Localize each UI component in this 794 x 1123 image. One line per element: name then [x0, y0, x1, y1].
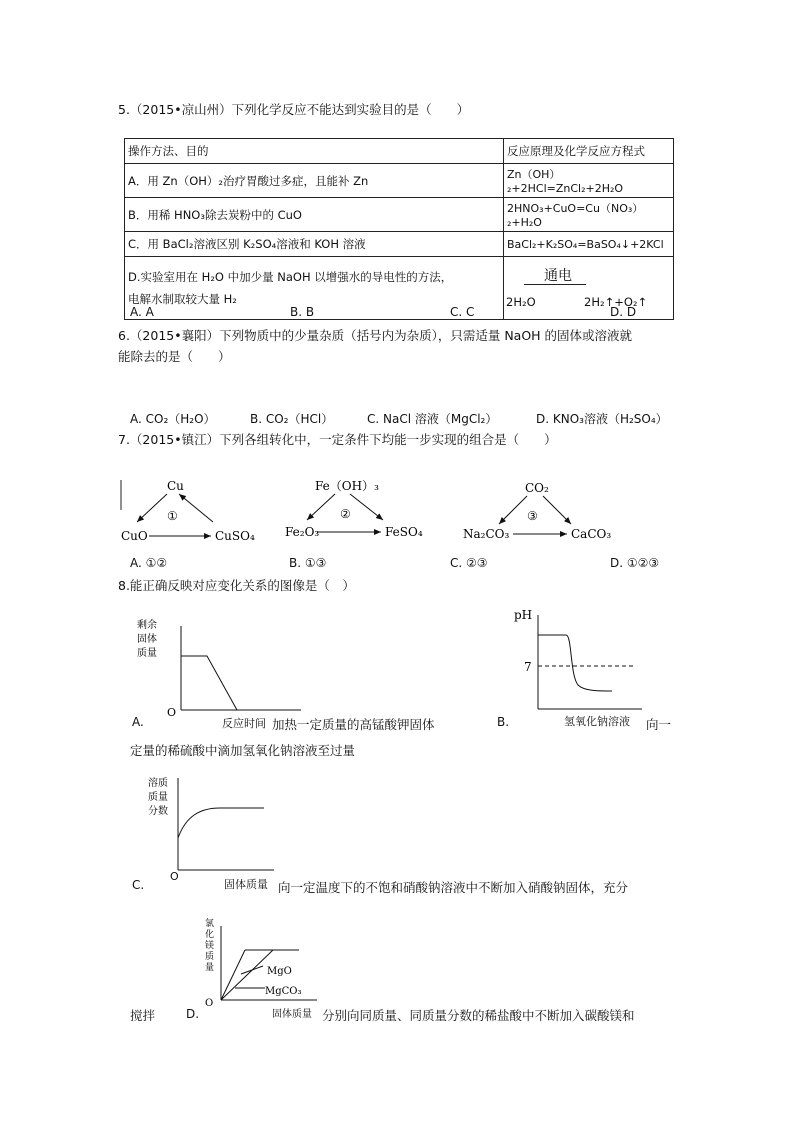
table-row — [125, 232, 674, 257]
graph-b-ylabel: pH — [514, 608, 533, 622]
label-a: A. — [132, 715, 144, 729]
graph-c-ylabel: 溶质 — [148, 778, 168, 789]
graph-d-ylabel: 镁 — [205, 941, 215, 951]
graph-a-ylabel: 剩余 — [137, 620, 157, 631]
graph-a-ylabel: 质量 — [137, 648, 157, 659]
text-d-pre: 搅拌 — [130, 1008, 156, 1023]
d2-arrow-top-right — [350, 494, 383, 520]
row-d-text-1: D.实验室用在 H₂O 中加少量 NaOH 以增强水的导电性的方法， — [128, 270, 453, 284]
q6-stem-line2: 能除去的是（ ） — [118, 349, 231, 364]
q5-table — [124, 138, 674, 320]
table-row — [125, 257, 674, 320]
q5-stem: 5.（2015•凉山州）下列化学反应不能达到实验目的是（ ） — [118, 102, 470, 117]
graph-c-ylabel: 分数 — [148, 806, 168, 817]
table-row — [125, 164, 674, 198]
graph-c-ylabel: 质量 — [148, 792, 168, 803]
table-cell: B．用稀 HNO₃除去炭粉中的 CuO — [125, 198, 504, 232]
graph-c-curve — [178, 808, 264, 838]
q7-option-c[interactable]: C. ②③ — [450, 556, 488, 570]
graph-d-ylabel: 质 — [205, 952, 215, 962]
graph-d-mgo-rise — [221, 950, 245, 1000]
row-d-text-2: 电解水制取较大量 H₂ — [128, 292, 237, 306]
graph-d-series-mgco3: MgCO₃ — [265, 986, 302, 997]
graph-d-xlabel: 固体质量 — [272, 1009, 312, 1020]
graph-b — [508, 605, 648, 725]
d1-arrow-right-top — [179, 494, 213, 522]
d2-arrow-top-left — [307, 494, 335, 520]
d2-left: Fe₂O₃ — [285, 525, 320, 539]
d3-right: CaCO₃ — [571, 527, 612, 541]
graph-d — [195, 912, 320, 1012]
table-header-cell: 反应原理及化学反应方程式 — [504, 139, 674, 164]
q7-option-a[interactable]: A. ①② — [130, 556, 168, 570]
graph-d-ylabel: 化 — [205, 930, 215, 940]
table-header-cell: 操作方法、目的 — [125, 139, 504, 164]
text-b-1: 向一 — [646, 717, 672, 732]
reaction-arrow-line — [524, 284, 586, 285]
table-cell — [504, 257, 674, 320]
d1-top: Cu — [167, 479, 184, 493]
graph-a-ylabel: 固体 — [137, 634, 157, 645]
graph-a-curve — [181, 656, 237, 710]
q6-option-a[interactable]: A. CO₂（H₂O） — [130, 412, 216, 426]
d2-num: ② — [340, 507, 351, 521]
text-c: 向一定温度下的不饱和硝酸钠溶液中不断加入硝酸钠固体，充分 — [278, 880, 629, 895]
equation-right: 2H₂↑+O₂↑ — [584, 295, 648, 309]
q7-conversion-diagrams — [115, 470, 685, 550]
table-cell: 2HNO₃+CuO=Cu（NO₃）₂+H₂O — [504, 198, 674, 232]
q5-option-d[interactable]: D. D — [610, 305, 637, 319]
equation-left: 2H₂O — [506, 295, 536, 309]
graph-d-series-mgo: MgO — [267, 966, 292, 977]
text-b-2: 定量的稀硫酸中滴加氢氧化钠溶液至过量 — [130, 743, 356, 758]
d2-right: FeSO₄ — [385, 525, 423, 539]
q8-stem: 8.能正确反映对应变化关系的图像是（ ） — [118, 578, 355, 593]
d1-right: CuSO₄ — [215, 529, 255, 543]
d1-num: ① — [167, 509, 178, 523]
text-d: 分别向同质量、同质量分数的稀盐酸中不断加入碳酸镁和 — [322, 1008, 635, 1023]
graph-c-origin: O — [170, 870, 179, 883]
q7-option-b[interactable]: B. ①③ — [289, 556, 327, 570]
d3-num: ③ — [527, 509, 538, 523]
q6-option-c[interactable]: C. NaCl 溶液（MgCl₂） — [367, 412, 498, 426]
d3-top: CO₂ — [525, 481, 549, 495]
table-header-row — [125, 139, 674, 164]
graph-a-xlabel: 反应时间 — [222, 717, 266, 730]
d3-arrow-top-left — [499, 496, 527, 524]
q5-option-b[interactable]: B. B — [290, 305, 315, 319]
graph-d-ylabel: 量 — [205, 963, 215, 973]
table-cell: Zn（OH）₂+2HCl=ZnCl₂+2H₂O — [504, 164, 674, 198]
text-a: 加热一定质量的高锰酸钾固体 — [272, 717, 435, 732]
graph-a-origin: O — [167, 706, 177, 719]
q6-option-b[interactable]: B. CO₂（HCl） — [250, 412, 334, 426]
q7-option-d[interactable]: D. ①②③ — [610, 556, 660, 570]
q5-option-c[interactable]: C. C — [450, 305, 475, 319]
q5-option-a[interactable]: A. A — [130, 305, 154, 319]
q6-stem-line1: 6.（2015•襄阳）下列物质中的少量杂质（括号内为杂质），只需适量 NaOH 的固体或溶液就 — [118, 328, 633, 343]
graph-c — [140, 772, 280, 882]
electrolysis-condition: 通电 — [544, 268, 572, 284]
graph-d-pointer-mgo — [241, 966, 263, 974]
graph-d-ylabel: 氯 — [205, 919, 215, 929]
table-cell: BaCl₂+K₂SO₄=BaSO₄↓+2KCl — [504, 232, 674, 257]
graph-b-curve — [538, 635, 612, 691]
table-cell: A．用 Zn（OH）₂治疗胃酸过多症，且能补 Zn — [125, 164, 504, 198]
graph-b-xlabel: 氢氧化钠溶液 — [564, 715, 630, 728]
table-cell: C．用 BaCl₂溶液区别 K₂SO₄溶液和 KOH 溶液 — [125, 232, 504, 257]
graph-a — [125, 612, 305, 732]
table-row — [125, 198, 674, 232]
d1-arrow-top-left — [137, 494, 167, 522]
graph-d-origin: O — [205, 998, 214, 1009]
label-c: C. — [132, 878, 145, 892]
q6-option-d[interactable]: D. KNO₃溶液（H₂SO₄） — [536, 412, 668, 426]
graph-b-ref-7: 7 — [524, 660, 532, 674]
graph-c-xlabel: 固体质量 — [224, 878, 268, 891]
d3-arrow-top-right — [543, 496, 571, 524]
label-d: D. — [186, 1007, 200, 1021]
q7-stem: 7.（2015•镇江）下列各组转化中，一定条件下均能一步实现的组合是（ ） — [118, 432, 557, 447]
d1-left: CuO — [121, 529, 148, 543]
label-b: B. — [497, 715, 510, 729]
d3-left: Na₂CO₃ — [463, 527, 510, 541]
d2-top: Fe（OH）₃ — [315, 479, 379, 493]
